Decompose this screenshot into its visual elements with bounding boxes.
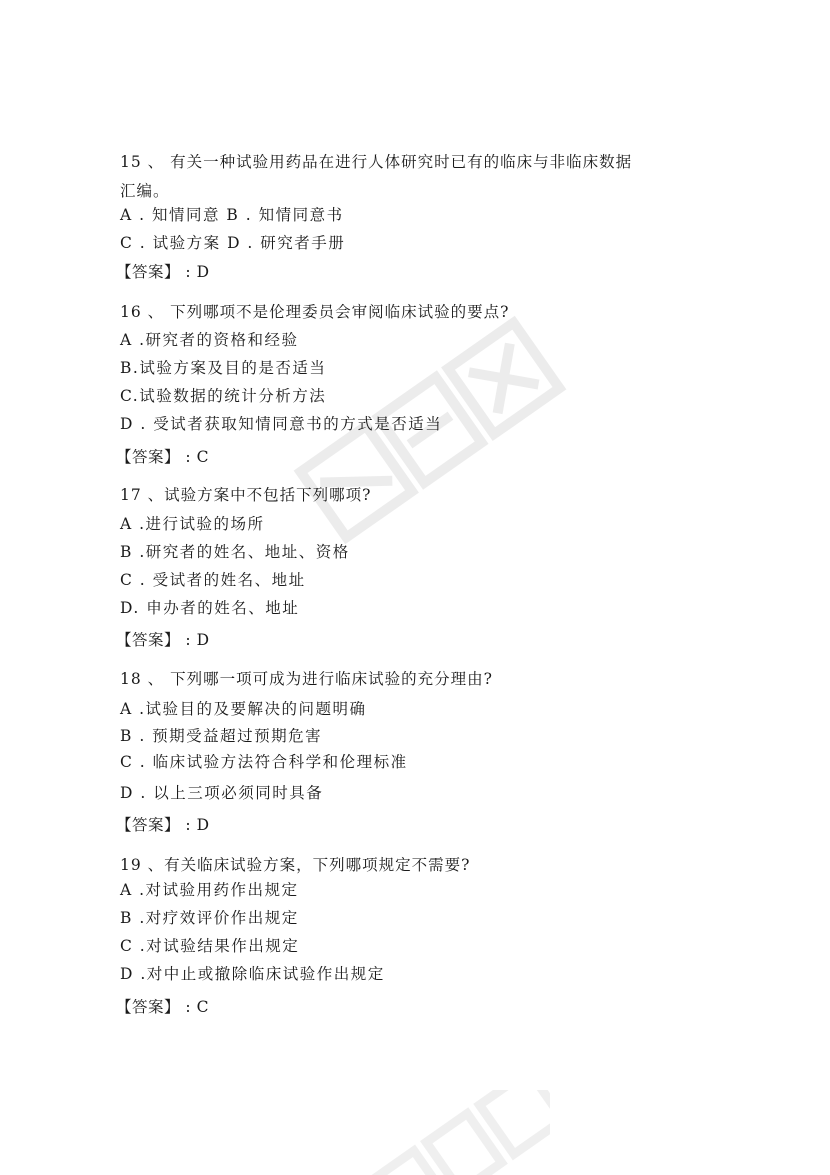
- question-16-stem: 16 、 下列哪项不是伦理委员会审阅临床试验的要点?: [120, 303, 510, 321]
- question-17-option-d: D. 申办者的姓名、地址: [120, 599, 300, 617]
- question-18-option-d: D . 以上三项必须同时具备: [120, 784, 324, 802]
- question-15-options-cd: C . 试验方案 D . 研究者手册: [120, 234, 346, 252]
- question-19-answer: 【答案】 : C: [116, 998, 209, 1016]
- question-17-answer: 【答案】 : D: [116, 631, 210, 649]
- question-15-stem-line-1: 15 、 有关一种试验用药品在进行人体研究时已有的临床与非临床数据: [120, 153, 633, 171]
- question-15-options-ab: A . 知情同意 B . 知情同意书: [120, 206, 344, 224]
- question-19-option-d: D .对中止或撤除临床试验作出规定: [120, 965, 385, 983]
- question-19-option-a: A .对试验用药作出规定: [120, 881, 299, 899]
- question-15-answer: 【答案】 : D: [116, 263, 210, 281]
- question-17-option-c: C . 受试者的姓名、地址: [120, 571, 306, 589]
- question-18-stem: 18 、 下列哪一项可成为进行临床试验的充分理由?: [120, 670, 493, 688]
- question-19-option-b: B .对疗效评价作出规定: [120, 909, 299, 927]
- watermark-logo-bottom: [350, 1090, 550, 1175]
- question-18-option-a: A .试验目的及要解决的问题明确: [120, 700, 367, 718]
- question-17-option-b: B .研究者的姓名、地址、资格: [120, 543, 350, 561]
- question-17-option-a: A .进行试验的场所: [120, 515, 265, 533]
- question-18-answer: 【答案】 : D: [116, 816, 210, 834]
- question-19-option-c: C .对试验结果作出规定: [120, 937, 300, 955]
- question-16-option-c: C.试验数据的统计分析方法: [120, 387, 327, 405]
- question-17-stem: 17 、试验方案中不包括下列哪项?: [120, 486, 372, 504]
- question-16-option-d: D . 受试者获取知情同意书的方式是否适当: [120, 415, 443, 433]
- question-16-answer: 【答案】 : C: [116, 448, 209, 466]
- question-18-option-c: C . 临床试验方法符合科学和伦理标准: [120, 753, 408, 771]
- question-18-option-b: B . 预期受益超过预期危害: [120, 727, 323, 745]
- question-15-stem-line-2: 汇编。: [120, 182, 170, 200]
- question-16-option-a: A .研究者的资格和经验: [120, 331, 299, 349]
- question-19-stem: 19 、有关临床试验方案，下列哪项规定不需要?: [120, 856, 471, 874]
- question-16-option-b: B.试验方案及目的是否适当: [120, 359, 327, 377]
